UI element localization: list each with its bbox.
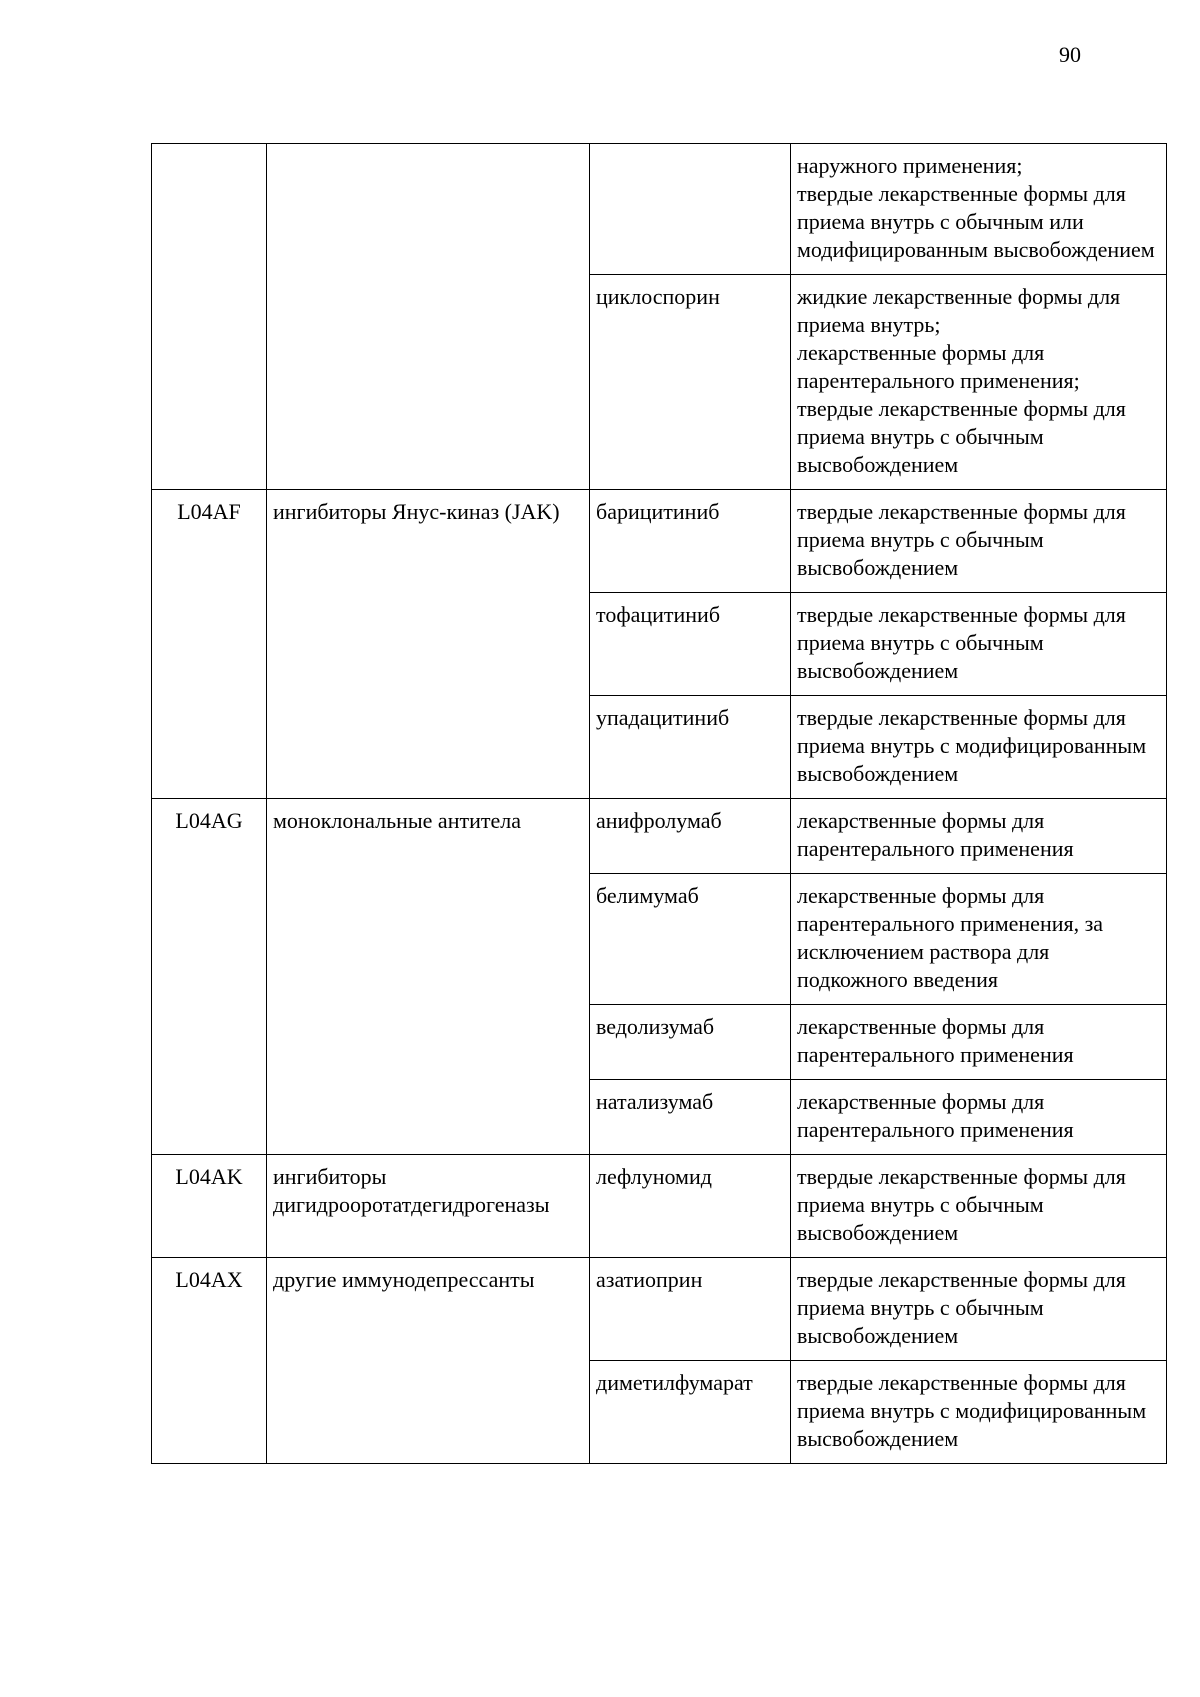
drug-table [151, 143, 1167, 1464]
dosage-form-cell: лекарственные формы для парентерального применения [791, 1005, 1167, 1080]
atc-code-cell [152, 144, 267, 490]
dosage-form-cell: твердые лекарственные формы для приема внутрь с обычным высвобождением [791, 1155, 1167, 1258]
drug-name-cell: циклоспорин [590, 275, 791, 490]
dosage-form-cell: твердые лекарственные формы для приема внутрь с модифицированным высвобождением [791, 1361, 1167, 1464]
group-name-cell [267, 144, 590, 490]
drug-name-cell: тофацитиниб [590, 593, 791, 696]
page-number: 90 [1059, 42, 1081, 67]
drug-name-cell: диметилфумарат [590, 1361, 791, 1464]
dosage-form-cell: твердые лекарственные формы для приема внутрь с обычным высвобождением [791, 1258, 1167, 1361]
atc-code-cell: L04AF [152, 490, 267, 799]
dosage-form-cell: лекарственные формы для парентерального применения [791, 799, 1167, 874]
group-name-cell: ингибиторы дигидрооротатдегидрогеназы [267, 1155, 590, 1258]
atc-code-cell: L04AX [152, 1258, 267, 1464]
drug-name-cell: белимумаб [590, 874, 791, 1005]
group-name-cell: моноклональные антитела [267, 799, 590, 1155]
drug-name-cell: натализумаб [590, 1080, 791, 1155]
drug-name-cell: азатиоприн [590, 1258, 791, 1361]
dosage-form-cell: твердые лекарственные формы для приема внутрь с обычным высвобождением [791, 593, 1167, 696]
table-row [152, 144, 1167, 275]
group-name-cell: ингибиторы Янус-киназ (JAK) [267, 490, 590, 799]
dosage-form-cell: жидкие лекарственные формы для приема внутрь; лекарственные формы для парентерального применения; твердые лекарственные формы для приема внутрь с обычным высвобождением [791, 275, 1167, 490]
drug-name-cell: лефлуномид [590, 1155, 791, 1258]
dosage-form-cell: наружного применения; твердые лекарственные формы для приема внутрь с обычным или модифицированным высвобождением [791, 144, 1167, 275]
group-name-cell: другие иммунодепрессанты [267, 1258, 590, 1464]
drug-name-cell: анифролумаб [590, 799, 791, 874]
drug-name-cell: ведолизумаб [590, 1005, 791, 1080]
table-row [152, 799, 1167, 874]
atc-code-cell: L04AG [152, 799, 267, 1155]
drug-name-cell [590, 144, 791, 275]
atc-code-cell: L04AK [152, 1155, 267, 1258]
dosage-form-cell: твердые лекарственные формы для приема внутрь с обычным высвобождением [791, 490, 1167, 593]
table-row [152, 1258, 1167, 1361]
table-row [152, 490, 1167, 593]
drug-name-cell: барицитиниб [590, 490, 791, 593]
dosage-form-cell: твердые лекарственные формы для приема внутрь с модифицированным высвобождением [791, 696, 1167, 799]
dosage-form-cell: лекарственные формы для парентерального применения [791, 1080, 1167, 1155]
table-row [152, 1155, 1167, 1258]
drug-name-cell: упадацитиниб [590, 696, 791, 799]
dosage-form-cell: лекарственные формы для парентерального применения, за исключением раствора для подкожного введения [791, 874, 1167, 1005]
